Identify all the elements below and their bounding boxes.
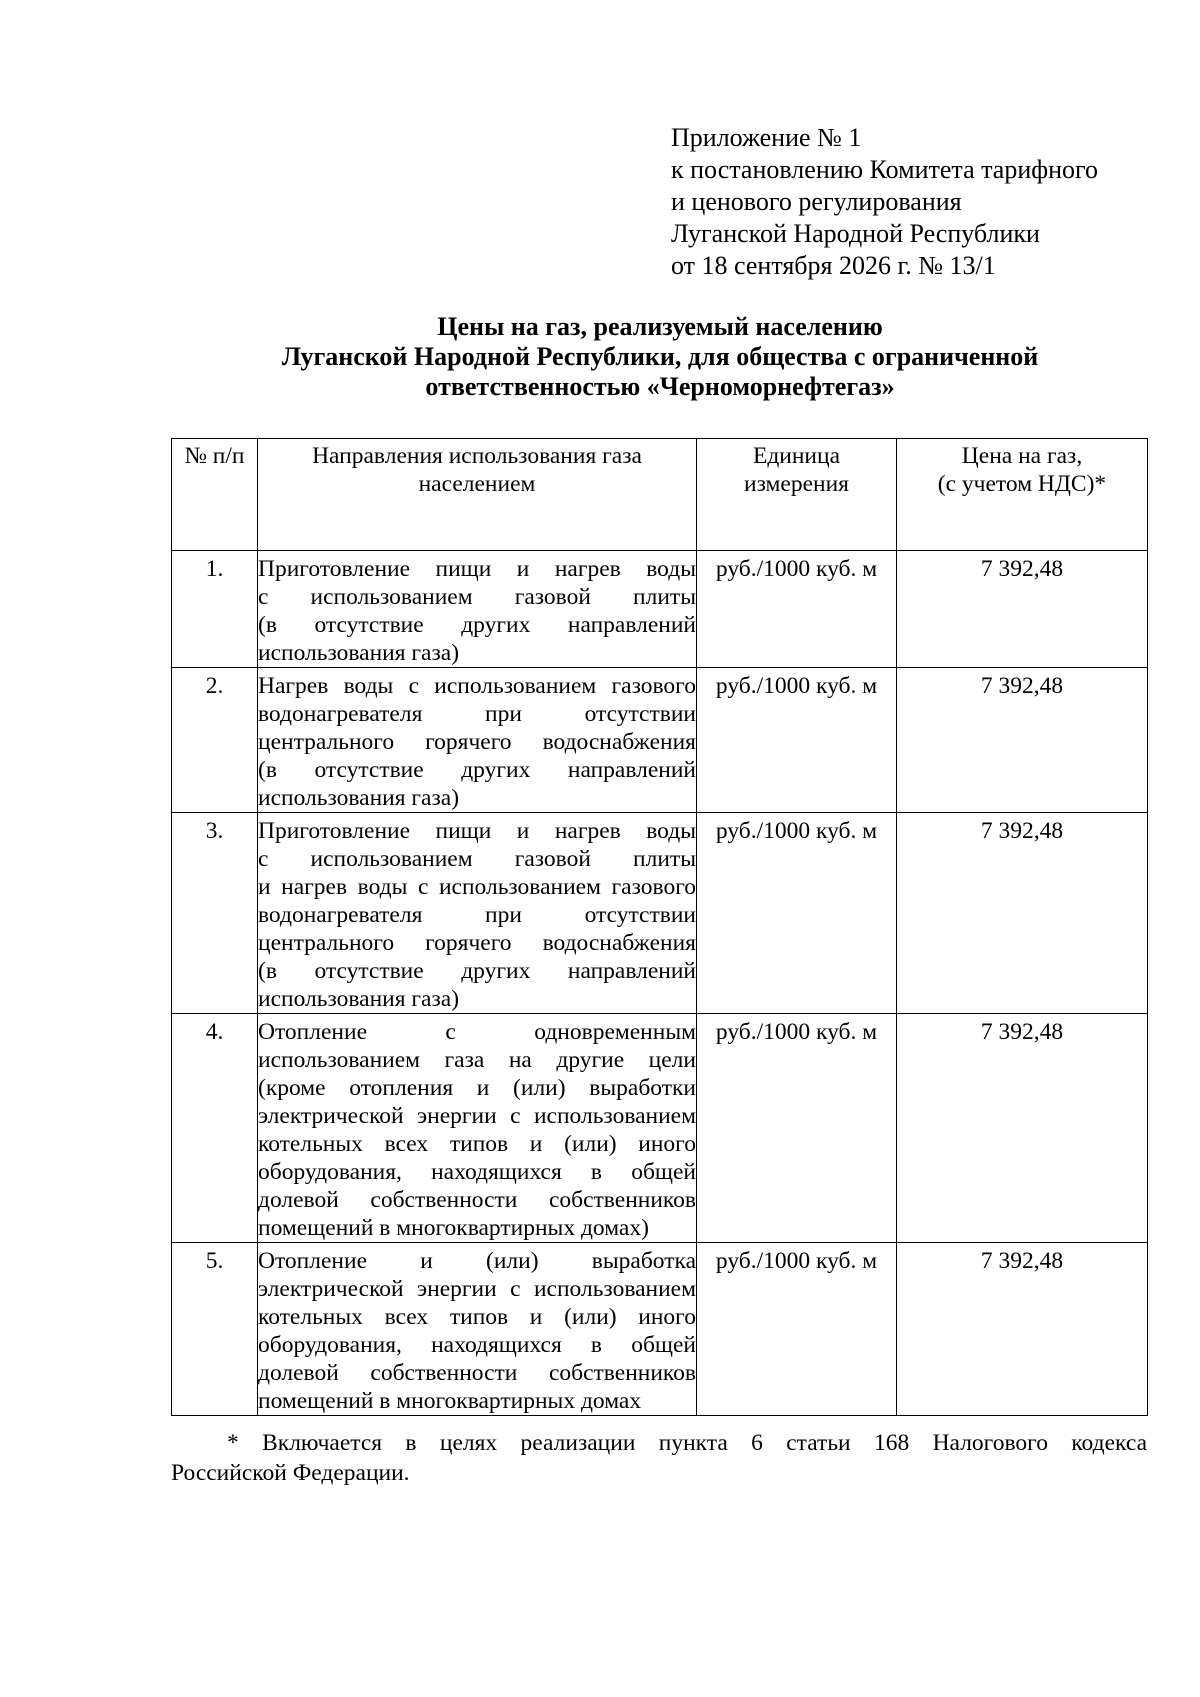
document-title (172, 312, 1148, 402)
table-row (172, 551, 1148, 668)
appendix-line: Приложение № 1 (671, 123, 862, 152)
title-line: ответственностью «Черноморнефтегаз» (425, 372, 895, 401)
appendix-line: к постановлению Комитета тарифного (671, 155, 1099, 184)
table-header-row (172, 439, 1148, 551)
footnote-line: * Включается в целях реализации пункта 6 статьи 168 Налогового кодекса (227, 1430, 1147, 1456)
row-description: Отопление и (или) выработка электрической энергии с использованием котельных всех типов и (или) иного оборудования, находящихся в общей долевой собственности собственников помещений в многоквартирных домах (258, 1243, 697, 1416)
row-number: 1. (172, 551, 258, 668)
row-number: 3. (172, 813, 258, 1014)
row-number: 4. (172, 1014, 258, 1243)
row-description: Отопление с одновременным использованием газа на другие цели (кроме отопления и (или) выработки электрической энергии с использованием котельных всех типов и (или) иного оборудования, находящихся в общей долевой собственности собственников помещений в многоквартирных домах) (258, 1014, 697, 1243)
row-price: 7 392,48 (897, 1014, 1148, 1243)
header-num: № п/п (172, 439, 258, 551)
table-row (172, 1014, 1148, 1243)
row-unit: руб./1000 куб. м (697, 813, 897, 1014)
table-row (172, 813, 1148, 1014)
header-unit: Единица измерения (697, 439, 897, 551)
table-row (172, 1243, 1148, 1416)
appendix-line: и ценового регулирования (671, 187, 962, 216)
table-row (172, 668, 1148, 813)
appendix-block (671, 122, 1098, 282)
row-number: 5. (172, 1243, 258, 1416)
row-price: 7 392,48 (897, 668, 1148, 813)
row-unit: руб./1000 куб. м (697, 668, 897, 813)
row-description: Приготовление пищи и нагрев воды с использованием газовой плиты (в отсутствие других направлений использования газа) (258, 551, 697, 668)
row-unit: руб./1000 куб. м (697, 1243, 897, 1416)
footnote (171, 1428, 1147, 1488)
footnote-line: Российской Федерации. (171, 1460, 410, 1486)
gas-price-table (171, 438, 1148, 1416)
appendix-line: Луганской Народной Республики (671, 219, 1040, 248)
row-price: 7 392,48 (897, 813, 1148, 1014)
appendix-line: от 18 сентября 2026 г. № 13/1 (671, 251, 996, 280)
header-direction: Направления использования газа населением (258, 439, 697, 551)
title-line: Цены на газ, реализуемый населению (437, 312, 883, 341)
row-description: Приготовление пищи и нагрев воды с использованием газовой плиты и нагрев воды с использованием газового водонагревателя при отсутствии центрального горячего водоснабжения (в отсутствие других направлений использования газа) (258, 813, 697, 1014)
row-number: 2. (172, 668, 258, 813)
title-line: Луганской Народной Республики, для общества с ограниченной (281, 342, 1039, 371)
header-price: Цена на газ, (с учетом НДС)* (897, 439, 1148, 551)
row-price: 7 392,48 (897, 551, 1148, 668)
row-price: 7 392,48 (897, 1243, 1148, 1416)
row-description: Нагрев воды с использованием газового водонагревателя при отсутствии центрального горячего водоснабжения (в отсутствие других направлений использования газа) (258, 668, 697, 813)
row-unit: руб./1000 куб. м (697, 1014, 897, 1243)
row-unit: руб./1000 куб. м (697, 551, 897, 668)
